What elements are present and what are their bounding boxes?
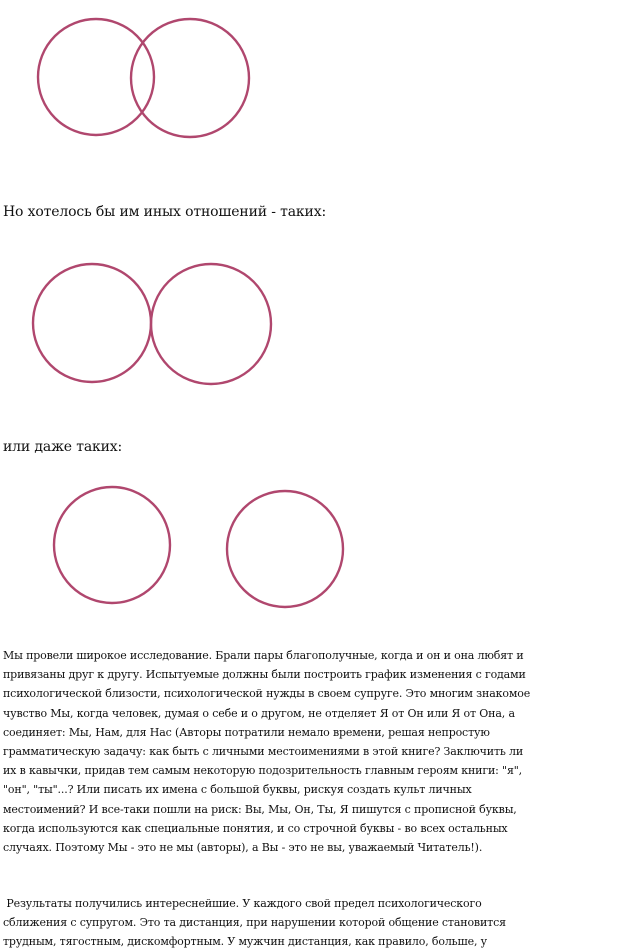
right-circle: [151, 264, 271, 384]
text-line: Мы провели широкое исследование. Брали пары благополучные, когда и он и она любят и: [3, 649, 524, 662]
right-circle: [227, 491, 343, 607]
text-line: Результаты получились интереснейшие. У каждого свой предел психологического: [3, 897, 482, 910]
text-line: чувство Мы, когда человек, думая о себе и о другом, не отделяет Я от Он или Я от Она, а: [3, 706, 515, 720]
paragraph-results: [3, 894, 619, 952]
text-line: привязаны друг к другу. Испытуемые должны были построить график изменения с годами: [3, 668, 526, 682]
text-line: случаях. Поэтому Мы - это не мы (авторы), а Вы - это не вы, уважаемый Читатель!).: [3, 841, 483, 855]
paragraph-research: [3, 646, 619, 857]
left-circle: [38, 19, 154, 135]
text-line: "он", "ты"...? Или писать их имена с большой буквы, рискуя создать культ личных: [3, 783, 472, 797]
left-circle: [33, 264, 151, 382]
touching-circles-figure: [0, 250, 620, 400]
right-circle: [131, 19, 249, 137]
separated-circles-figure: [0, 475, 620, 625]
caption-2: или даже таких:: [3, 439, 123, 455]
text-line: соединяет: Мы, Нам, для Нас (Авторы потратили немало времени, решая непростую: [3, 725, 490, 739]
text-line: их в кавычки, придав тем самым некоторую подозрительность главным героям книги: "я",: [3, 764, 523, 778]
caption-1: Но хотелось бы им иных отношений - таких:: [3, 204, 327, 220]
text-line: сближения с супругом. Это та дистанция, при нарушении которой общение становится: [3, 916, 506, 930]
text-line: трудным, тягостным, дискомфортным. У мужчин дистанция, как правило, больше, у: [3, 935, 487, 949]
text-line: местоимений? И все-таки пошли на риск: Вы, Мы, Он, Ты, Я пишутся с прописной буквы,: [3, 802, 517, 816]
text-line: грамматическую задачу: как быть с личными местоимениями в этой книге? Заключить ли: [3, 745, 524, 759]
overlapping-circles-figure: [0, 0, 620, 150]
left-circle: [54, 487, 170, 603]
text-line: когда используются как специальные понятия, и со строчной буквы - во всех остальных: [3, 821, 508, 835]
text-line: психологической близости, психологической нужды в своем супруге. Это многим знакомое: [3, 687, 531, 701]
